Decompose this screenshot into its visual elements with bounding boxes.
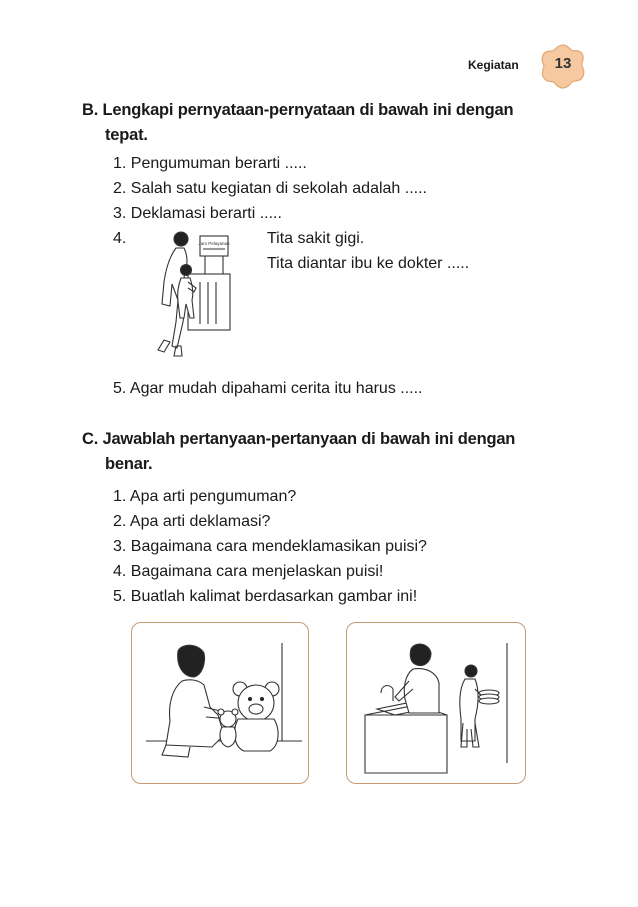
- section-c-item-4: 4. Bagaimana cara menjelaskan puisi!: [113, 563, 384, 580]
- sign-text: Jam Pelayanan: [198, 241, 230, 246]
- section-c-title-line1: C. Jawablah pertanyaan-pertanyaan di bawah ini dengan: [82, 430, 516, 448]
- section-b-item-4-line2: Tita diantar ibu ke dokter .....: [267, 255, 470, 272]
- section-b-item-5: 5. Agar mudah dipahami cerita itu harus .....: [113, 380, 423, 397]
- section-c-item-3: 3. Bagaimana cara mendeklamasikan puisi?: [113, 538, 427, 555]
- picture-washing-dishes: [346, 622, 526, 784]
- section-b-item-4-number: 4.: [113, 230, 127, 247]
- section-c-title-line2: benar.: [105, 455, 153, 473]
- section-c-item-5: 5. Buatlah kalimat berdasarkan gambar ini!: [113, 588, 418, 605]
- activity-label: Kegiatan: [468, 58, 519, 72]
- section-c-item-2: 2. Apa arti deklamasi?: [113, 513, 271, 530]
- section-b-item-4-line1: Tita sakit gigi.: [267, 230, 365, 247]
- section-c-item-1: 1. Apa arti pengumuman?: [113, 488, 297, 505]
- page-number: 13: [554, 55, 572, 72]
- picture-woman-teddy-bear: [131, 622, 309, 784]
- section-b-title-line1: B. Lengkapi pernyataan-pernyataan di bawah ini dengan: [82, 101, 514, 119]
- page-number-badge: [537, 42, 589, 90]
- section-b-title-line2: tepat.: [105, 126, 148, 144]
- section-b-item-3: 3. Deklamasi berarti .....: [113, 205, 282, 222]
- clinic-illustration: [148, 222, 240, 360]
- section-b-item-2: 2. Salah satu kegiatan di sekolah adalah .....: [113, 180, 427, 197]
- section-b-item-1: 1. Pengumuman berarti .....: [113, 155, 307, 172]
